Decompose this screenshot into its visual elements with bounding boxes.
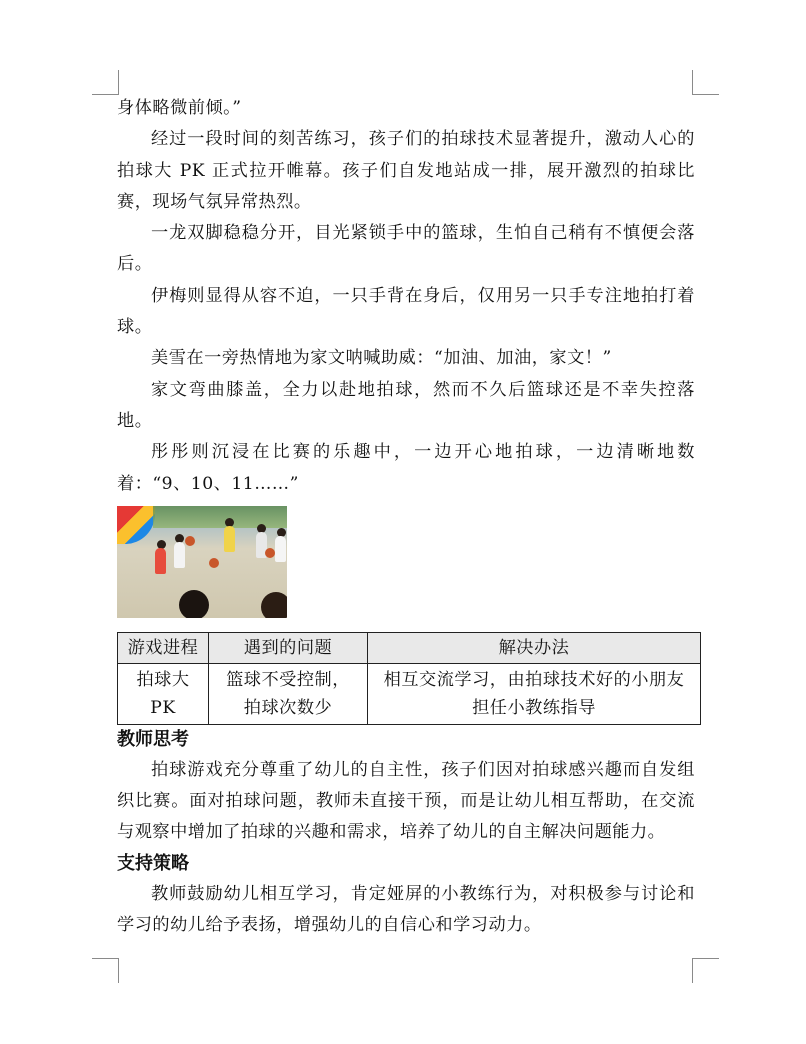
cell-problem bbox=[209, 663, 368, 724]
section-body-teacher-reflection: 拍球游戏充分尊重了幼儿的自主性，孩子们因对拍球感兴趣而自发组织比赛。面对拍球问题，教师未直接干预，而是让幼儿相互帮助，在交流与观察中增加了拍球的兴趣和需求，培养了幼儿的自主解决问题能力。 bbox=[117, 759, 695, 843]
tent-shape bbox=[117, 506, 155, 544]
child-figure bbox=[174, 542, 185, 568]
cell-progress-line1: 拍球大 bbox=[136, 669, 190, 690]
paragraph-yimei: 伊梅则显得从容不迫，一只手背在身后，仅用另一只手专注地拍打着球。 bbox=[117, 285, 695, 338]
paragraph-continuation: 身体略微前倾。” bbox=[117, 98, 242, 118]
cell-solution-line2: 担任小教练指导 bbox=[472, 697, 596, 718]
child-head-foreground bbox=[261, 592, 287, 618]
paragraph-jiawen: 家文弯曲膝盖，全力以赴地拍球，然而不久后篮球还是不幸失控落地。 bbox=[117, 379, 695, 431]
section-heading-teacher-reflection: 教师思考 bbox=[117, 728, 189, 750]
crop-mark-top-right bbox=[692, 70, 719, 95]
document-body bbox=[117, 93, 695, 941]
basketball bbox=[209, 558, 219, 568]
header-progress: 游戏进程 bbox=[118, 632, 209, 663]
cell-progress bbox=[118, 663, 209, 724]
cell-solution bbox=[368, 663, 701, 724]
table-header-row bbox=[118, 632, 701, 663]
cell-progress-line2: PK bbox=[150, 697, 176, 718]
crop-mark-top-left bbox=[92, 70, 119, 95]
basketball bbox=[185, 536, 195, 546]
paragraph-pk-start: 经过一段时间的刻苦练习，孩子们的拍球技术显著提升，激动人心的拍球大 PK 正式拉开帷幕。孩子们自发地站成一排，展开激烈的拍球比赛，现场气氛异常热烈。 bbox=[117, 129, 695, 212]
child-figure bbox=[275, 536, 286, 562]
crop-mark-bottom-left bbox=[92, 958, 119, 983]
child-figure bbox=[224, 526, 235, 552]
header-solution: 解决办法 bbox=[368, 632, 701, 663]
crop-mark-bottom-right bbox=[692, 958, 719, 983]
paragraph-tongtong: 彤彤则沉浸在比赛的乐趣中，一边开心地拍球，一边清晰地数着：“9、10、11……” bbox=[117, 442, 695, 494]
game-progress-table bbox=[117, 632, 701, 725]
table-row bbox=[118, 663, 701, 724]
trees-background bbox=[153, 506, 287, 528]
children-basketball-photo bbox=[117, 506, 287, 618]
paragraph-yilong: 一龙双脚稳稳分开，目光紧锁手中的篮球，生怕自己稍有不慎便会落后。 bbox=[117, 223, 695, 275]
section-heading-support-strategy: 支持策略 bbox=[117, 852, 189, 874]
header-problem: 遇到的问题 bbox=[209, 632, 368, 663]
section-body-support-strategy: 教师鼓励幼儿相互学习，肯定娅屏的小教练行为，对积极参与讨论和学习的幼儿给予表扬，增强幼儿的自信心和学习动力。 bbox=[117, 883, 695, 936]
child-head-foreground bbox=[179, 590, 209, 618]
cell-solution-line1: 相互交流学习，由拍球技术好的小朋友 bbox=[383, 669, 685, 690]
basketball bbox=[265, 548, 275, 558]
cell-problem-line2: 拍球次数少 bbox=[243, 697, 333, 718]
cell-problem-line1: 篮球不受控制， bbox=[226, 669, 350, 690]
paragraph-meixue: 美雪在一旁热情地为家文呐喊助威：“加油、加油，家文！” bbox=[151, 348, 612, 369]
child-figure bbox=[155, 548, 166, 574]
